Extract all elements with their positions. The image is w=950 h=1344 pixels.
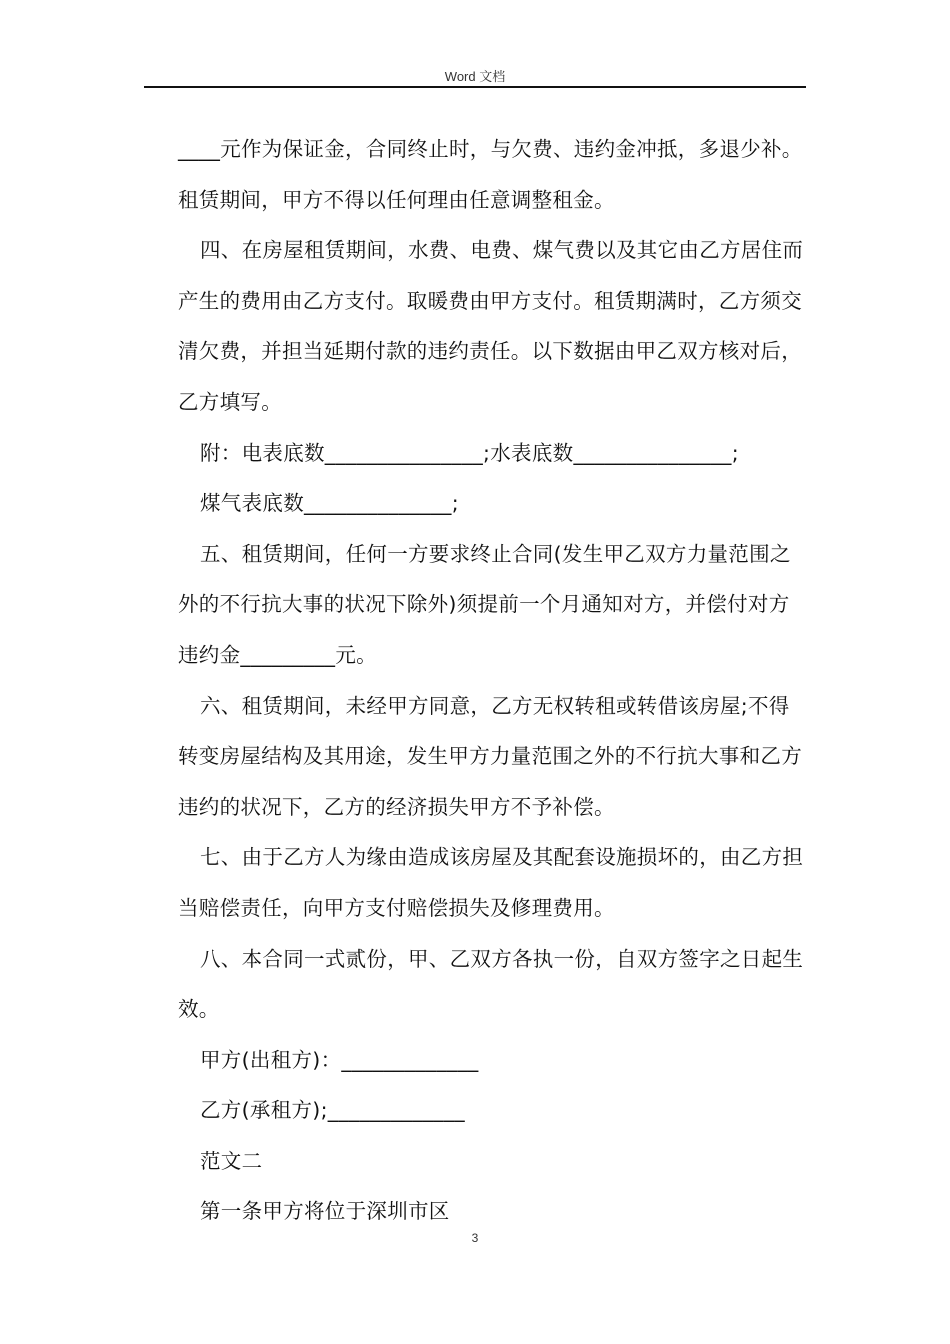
document-body xyxy=(178,124,808,1237)
paragraph-article-7: 七、由于乙方人为缘由造成该房屋及其配套设施损坏的，由乙方担当赔偿责任，向甲方支付赔偿损失及修理费用。 xyxy=(178,845,804,920)
signature-lessor: 甲方(出租方)：_____________ xyxy=(200,1047,479,1072)
header-divider xyxy=(144,86,806,88)
paragraph-deposit: ____元作为保证金，合同终止时，与欠费、违约金冲抵，多退少补。租赁期间，甲方不得以任何理由任意调整租金。 xyxy=(178,137,803,212)
paragraph-article-5: 五、租赁期间，任何一方要求终止合同(发生甲乙双方力量范围之外的不行抗大事的状况下除外)须提前一个月通知对方，并偿付对方违约金_________元。 xyxy=(178,541,791,667)
page-number: 3 xyxy=(471,1231,479,1245)
page-header-title: Word 文档 xyxy=(444,69,506,84)
paragraph-article-4: 四、在房屋租赁期间，水费、电费、煤气费以及其它由乙方居住而产生的费用由乙方支付。取暖费由甲方支付。租赁期满时，乙方须交清欠费，并担当延期付款的违约责任。以下数据由甲乙双方核对后，乙方填写。 xyxy=(178,238,804,414)
signature-lessee: 乙方(承租方);_____________ xyxy=(200,1098,465,1123)
section-heading-sample-2: 范文二 xyxy=(200,1148,263,1173)
paragraph-clause-1: 第一条甲方将位于深圳市区 xyxy=(200,1199,450,1224)
paragraph-gas-meter: 煤气表底数______________; xyxy=(200,491,459,516)
paragraph-article-6: 六、租赁期间，未经甲方同意，乙方无权转租或转借该房屋;不得转变房屋结构及其用途，发生甲方力量范围之外的不行抗大事和乙方违约的状况下，乙方的经济损失甲方不予补偿。 xyxy=(178,693,802,819)
paragraph-article-8: 八、本合同一式贰份，甲、乙双方各执一份，自双方签字之日起生效。 xyxy=(178,946,804,1022)
paragraph-meter-readings: 附：电表底数_______________;水表底数_______________; xyxy=(200,440,739,465)
